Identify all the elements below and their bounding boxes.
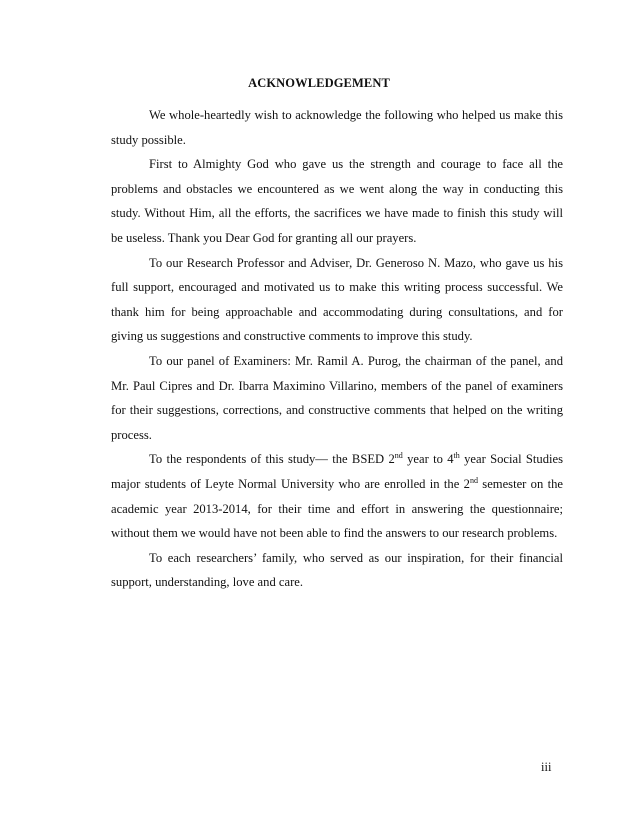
paragraph-examiners: To our panel of Examiners: Mr. Ramil A. Purog, the chairman of the panel, and Mr. Paul Cipres and Dr. Ibarra Maximino Villarino, members of the panel of examiners for their suggestions, corrections, and constructive comments that helped on the writing process. bbox=[111, 353, 563, 442]
paragraph-family: To each researchers’ family, who served as our inspiration, for their financial support, understanding, love and care. bbox=[111, 550, 563, 590]
ordinal-suffix: nd bbox=[394, 451, 403, 461]
ordinal-suffix: nd bbox=[469, 475, 478, 485]
page-title: ACKNOWLEDGEMENT bbox=[248, 76, 390, 90]
respondents-text-4: semester on the academic year 2013-2014, for their time and effort in answering the questionnaire; without them we would have not been able to find the answers to our research problems. bbox=[111, 476, 563, 541]
page-number: iii bbox=[541, 760, 552, 774]
paragraph-respondents bbox=[111, 447, 563, 545]
respondents-text-3: year Social Studies major students of Leyte Normal University who are enrolled in the 2 bbox=[111, 452, 563, 491]
paragraph-god: First to Almighty God who gave us the strength and courage to face all the problems and obstacles we encountered as we went along the way in conducting this study. Without Him, all the efforts, the sacrifices we have made to finish this study will be useless. Thank you Dear God for granting all our prayers. bbox=[111, 157, 563, 245]
acknowledgement-body bbox=[111, 103, 563, 595]
respondents-text-2: year to 4 bbox=[402, 452, 454, 467]
respondents-text-1: To the respondents of this study— the BSED 2 bbox=[149, 452, 395, 467]
ordinal-suffix: th bbox=[453, 451, 460, 461]
paragraph-intro: We whole-heartedly wish to acknowledge the following who helped us make this study possible. bbox=[111, 108, 563, 147]
paragraph-adviser: To our Research Professor and Adviser, Dr. Generoso N. Mazo, who gave us his full support, encouraged and motivated us to make this writing process successful. We thank him for being approachable and accommodating during consultations, and for giving us suggestions and constructive comments to improve this study. bbox=[111, 255, 563, 344]
